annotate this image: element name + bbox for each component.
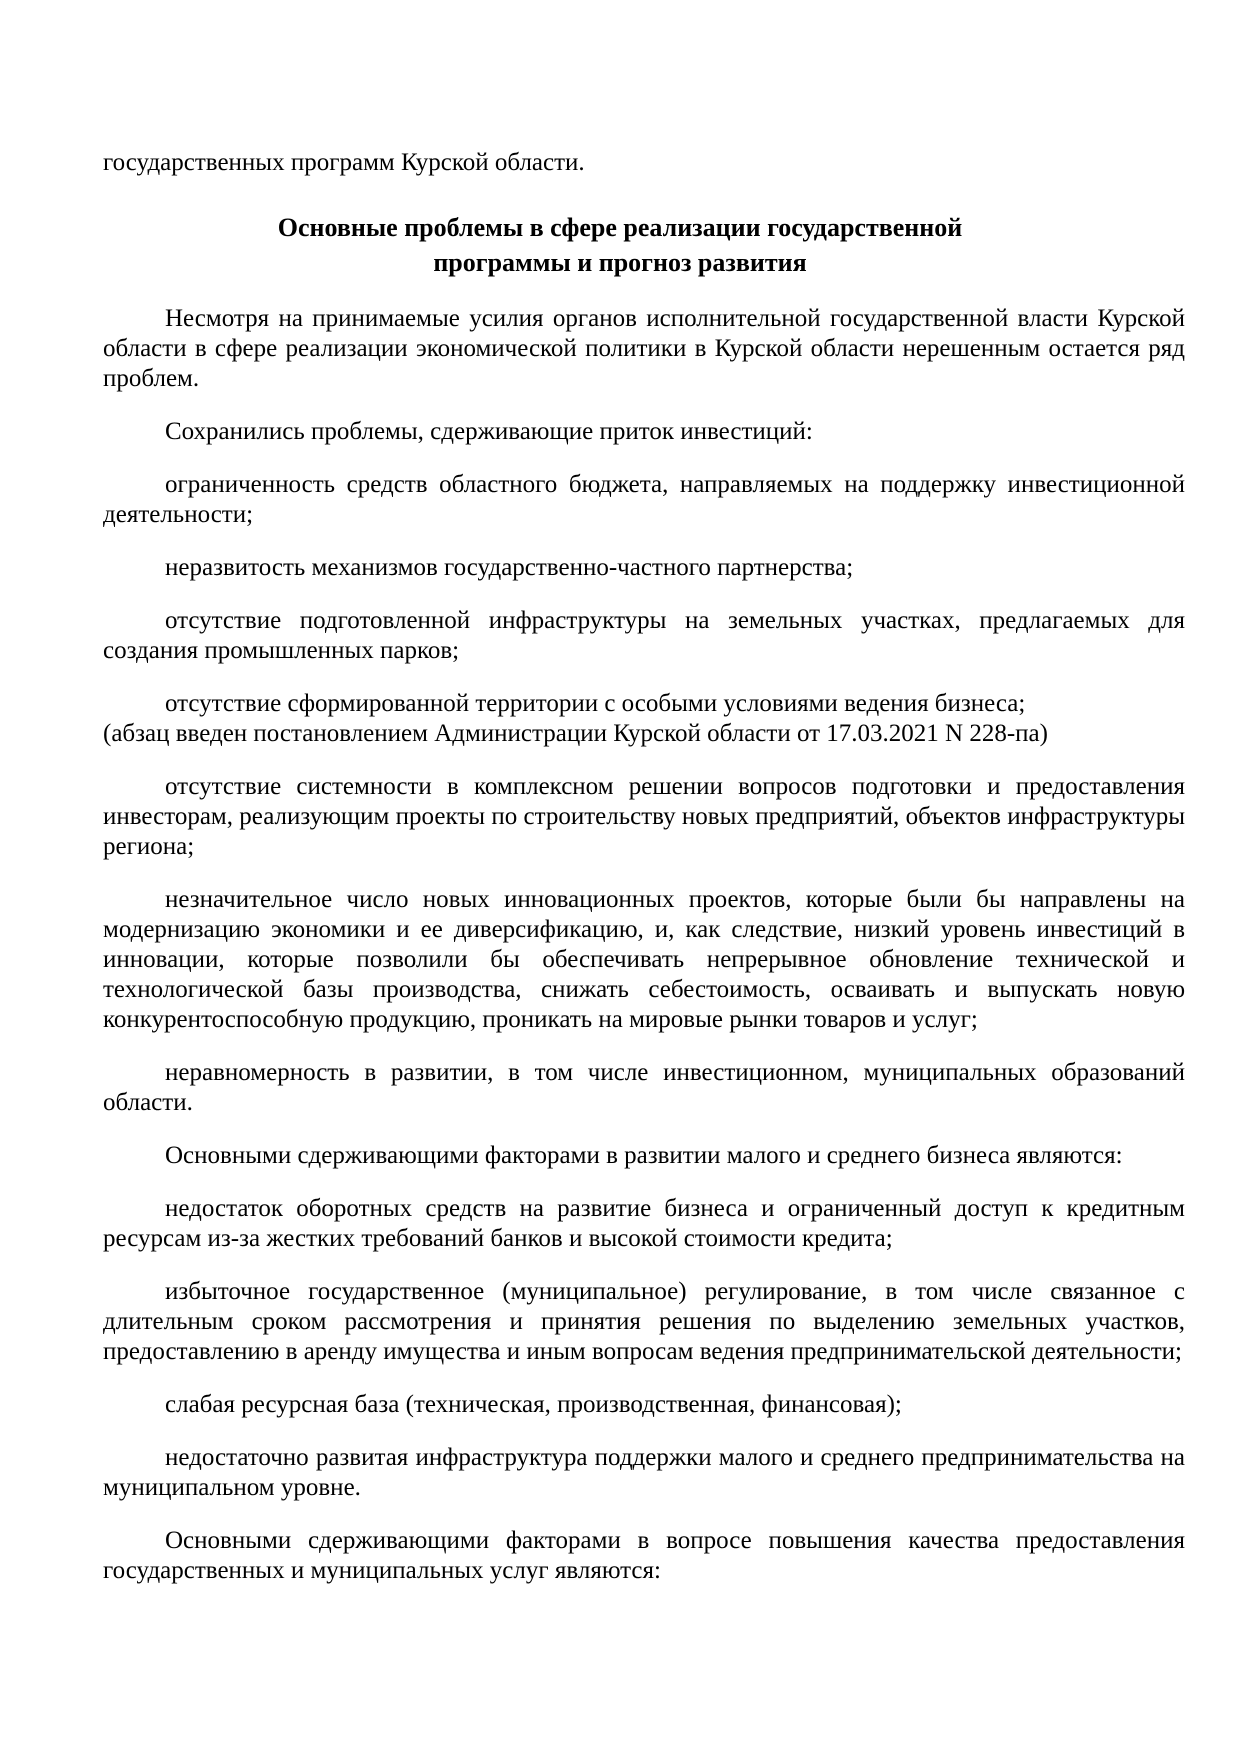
document-paragraph: Несмотря на принимаемые усилия органов исполнительной государственной власти Курской области в сфере реализации экономической политики в Курской области нерешенным остается ряд проблем. [103,305,1185,392]
document-paragraph: отсутствие сформированной территории с особыми условиями ведения бизнеса; [165,690,1026,717]
document-paragraph: неравномерность в развитии, в том числе инвестиционном, муниципальных образований области. [103,1059,1185,1116]
section-heading [55,210,1185,280]
document-paragraph: отсутствие подготовленной инфраструктуры на земельных участках, предлагаемых для создания промышленных парков; [103,607,1185,664]
document-paragraph: незначительное число новых инновационных проектов, которые были бы направлены на модернизацию экономики и ее диверсификацию, и, как следствие, низкий уровень инвестиций в инновации, которые позволили бы обеспечивать непрерывное обновление технической и технологической базы производства, снижать себестоимость, осваивать и выпускать новую конкурентоспособную продукцию, проникать на мировые рынки товаров и услуг; [103,886,1185,1033]
amendment-note: (абзац введен постановлением Администрации Курской области от 17.03.2021 N 228-па) [103,720,1048,747]
document-paragraph: Сохранились проблемы, сдерживающие приток инвестиций: [165,418,813,445]
document-paragraph: Основными сдерживающими факторами в развитии малого и среднего бизнеса являются: [165,1142,1123,1169]
document-paragraph: недостаток оборотных средств на развитие бизнеса и ограниченный доступ к кредитным ресурсам из-за жестких требований банков и высокой стоимости кредита; [103,1195,1185,1252]
document-paragraph: слабая ресурсная база (техническая, производственная, финансовая); [165,1391,902,1418]
section-heading-line2: программы и прогноз развития [433,248,807,277]
document-paragraph: недостаточно развитая инфраструктура поддержки малого и среднего предпринимательства на муниципальном уровне. [103,1444,1185,1501]
section-heading-line1: Основные проблемы в сфере реализации государственной [277,213,963,242]
document-paragraph: отсутствие системности в комплексном решении вопросов подготовки и предоставления инвесторам, реализующим проекты по строительству новых предприятий, объектов инфраструктуры региона; [103,773,1185,860]
document-paragraph: ограниченность средств областного бюджета, направляемых на поддержку инвестиционной деятельности; [103,471,1185,528]
continuation-line: государственных программ Курской области. [103,149,585,176]
document-paragraph: Основными сдерживающими факторами в вопросе повышения качества предоставления государственных и муниципальных услуг являются: [103,1527,1185,1584]
document-paragraph: неразвитость механизмов государственно-частного партнерства; [165,554,854,581]
document-paragraph: избыточное государственное (муниципальное) регулирование, в том числе связанное с длительным сроком рассмотрения и принятия решения по выделению земельных участков, предоставлению в аренду имущества и иным вопросам ведения предпринимательской деятельности; [103,1278,1185,1365]
